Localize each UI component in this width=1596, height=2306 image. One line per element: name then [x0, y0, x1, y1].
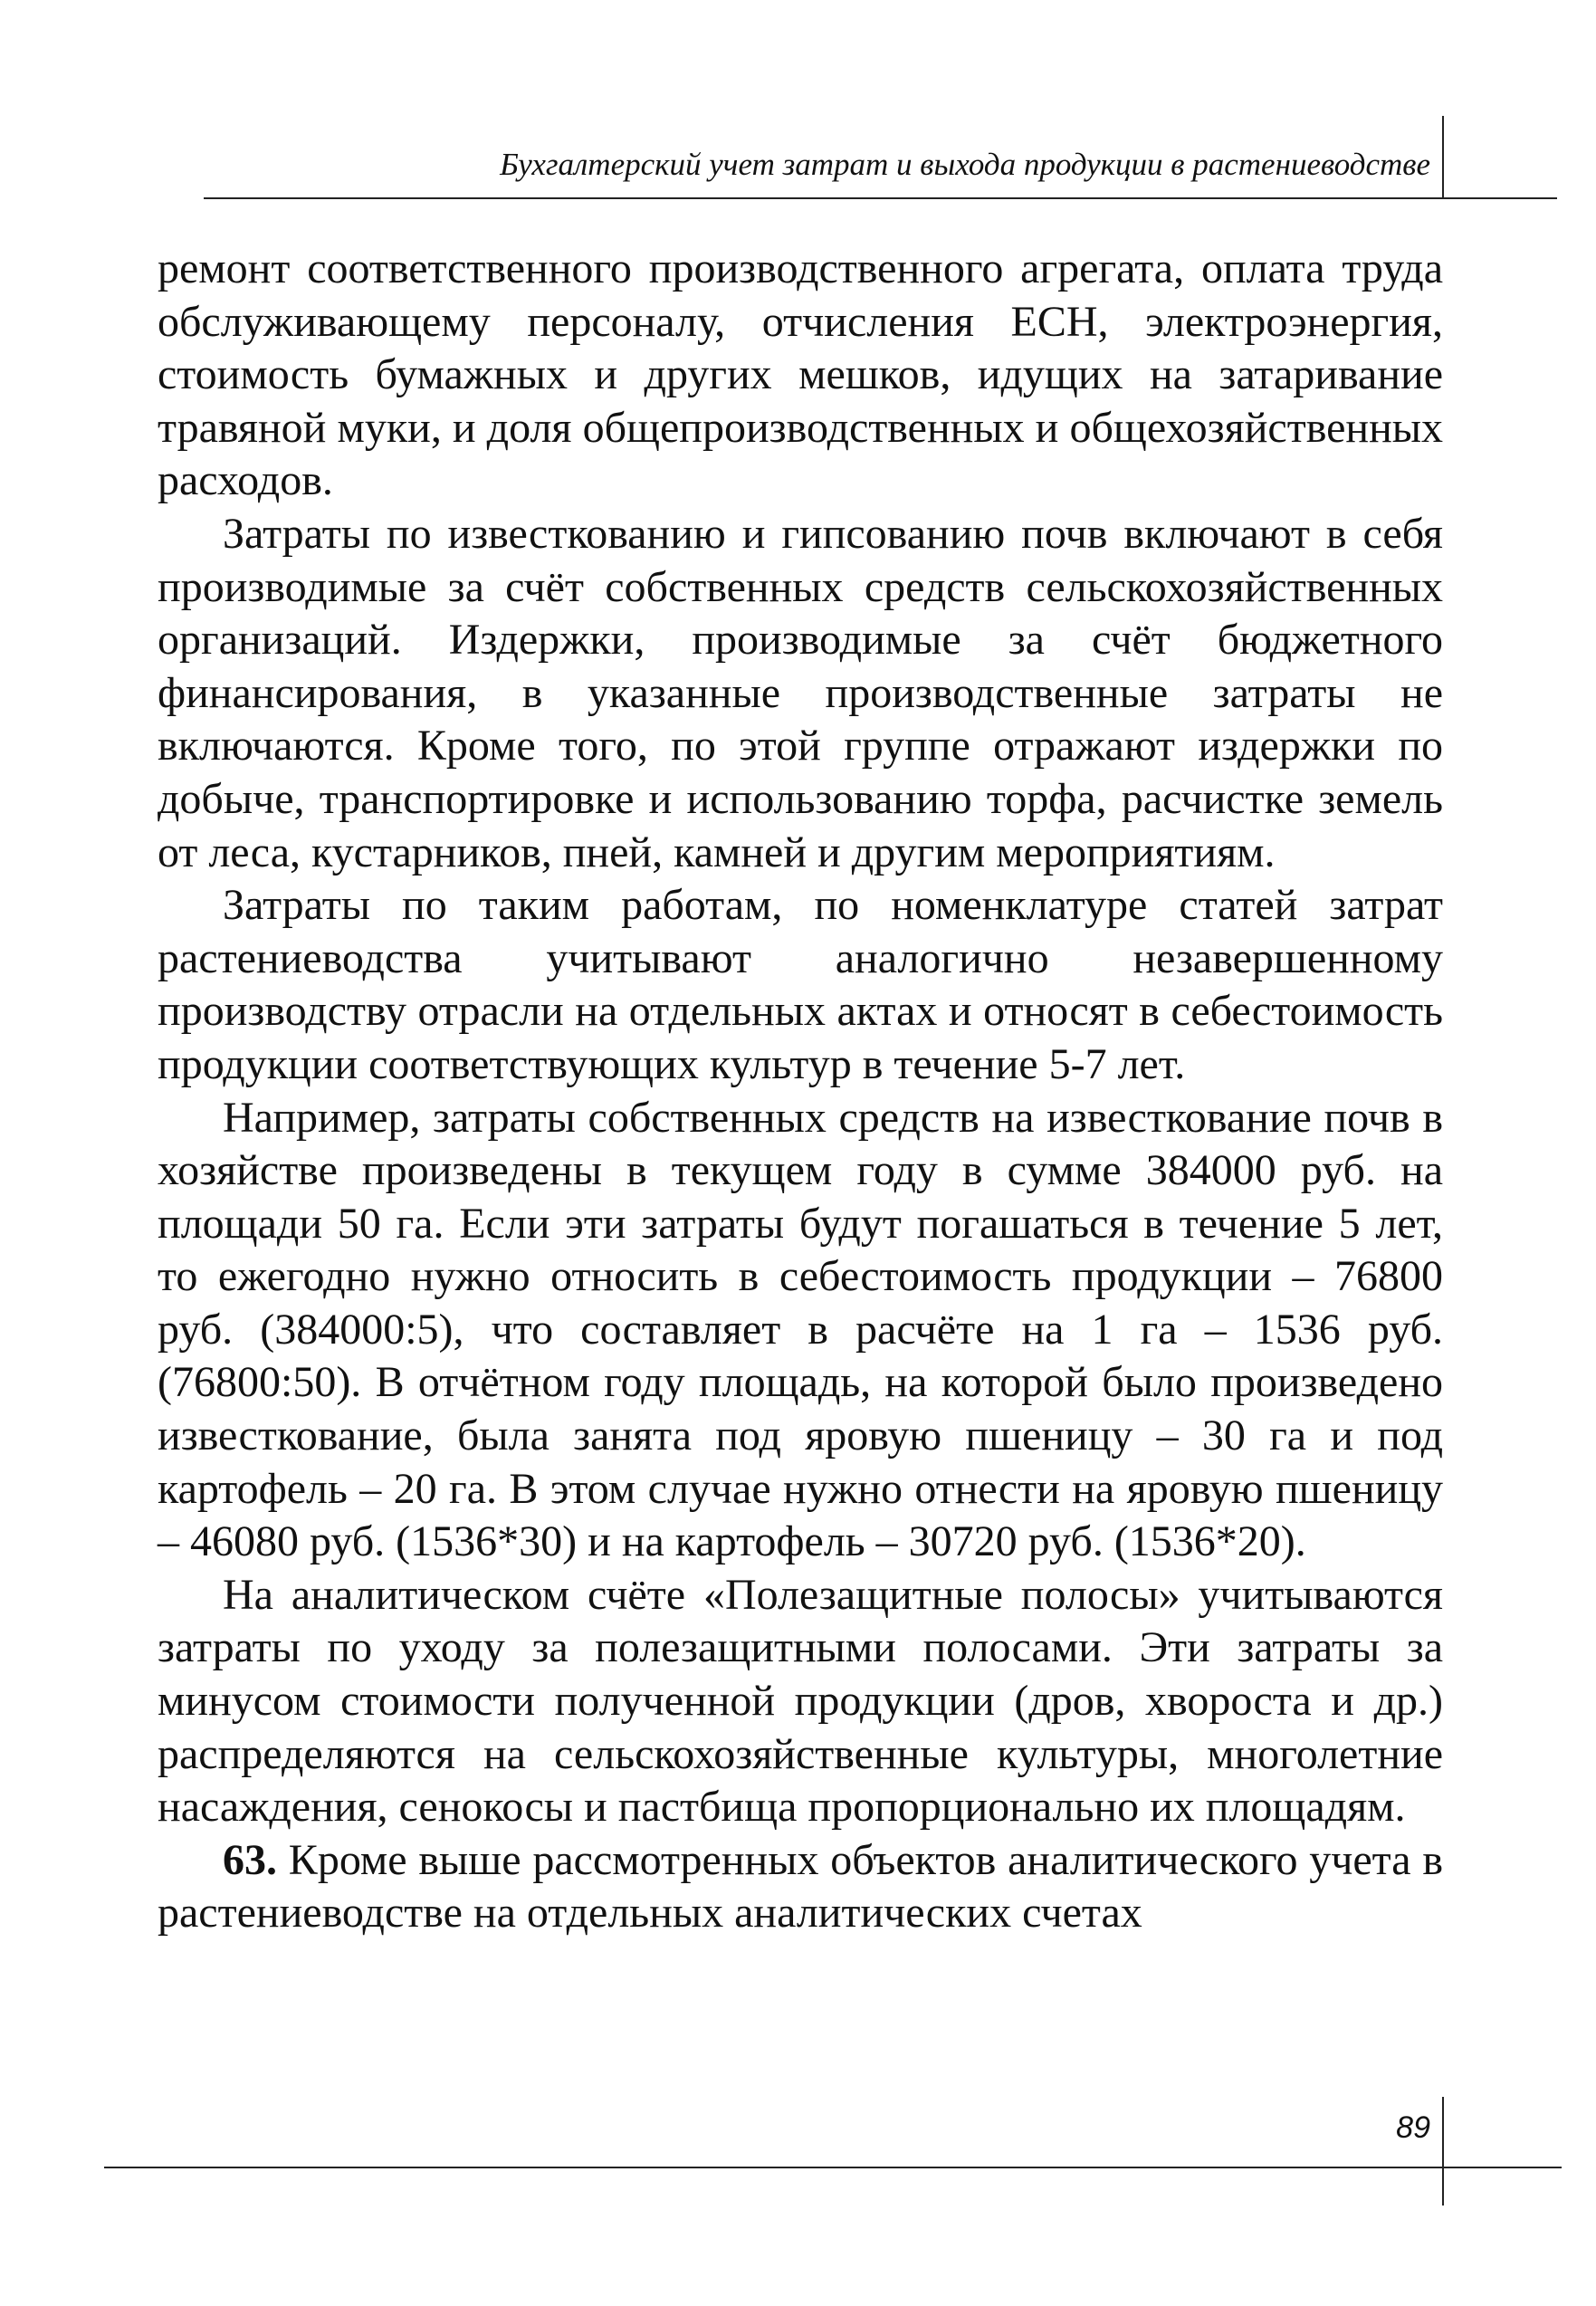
paragraph-63 [158, 1834, 1443, 1940]
header-vertical-rule [1442, 116, 1444, 199]
footer-rule [104, 2167, 1562, 2168]
paragraph-continuation: ремонт соответственного производственного агрегата, оплата труда обслуживающему персоналу, отчисления ЕСН, электроэнергия, стоимость бумажных и других мешков, идущих на затаривание травяной муки, и доля общепроизводственных и общехозяйственных расходов. [158, 244, 1443, 505]
paragraph-63-text: Кроме выше рассмотренных объектов аналитического учета в растениеводстве на отдельных аналитических счетах [158, 1835, 1444, 1938]
paragraph-liming: Затраты по известкованию и гипсованию почв включают в себя производимые за счёт собственных средств сельскохозяйственных организаций. Издержки, производимые за счёт бюджетного финансирования, в указанные производственные затраты не включаются. Кроме того, по этой группе отражают издержки по добыче, транспортировке и использованию торфа, расчистке земель от леса, кустарников, пней, камней и другим мероприятиям. [158, 509, 1443, 876]
page-number: 89 [1396, 2110, 1430, 2145]
paragraph-shelterbelts: На аналитическом счёте «Полезащитные полосы» учитываются затраты по уходу за полезащитными полосами. Эти затраты за минусом стоимости полученной продукции (дров, хвороста и др.) распределяются на сельскохозяйственные культуры, многолетние насаждения, сенокосы и пастбища пропорционально их площадям. [158, 1570, 1443, 1832]
section-number: 63. [223, 1835, 277, 1884]
footer-vertical-rule [1442, 2097, 1444, 2206]
paragraph-example: Например, затраты собственных средств на известкование почв в хозяйстве произведены в текущем году в сумме 384000 руб. на площади 50 га. Если эти затраты будут погашаться в течение 5 лет, то ежегодно нужно относить в себестоимость продукции – 76800 руб. (384000:5), что составляет в расчёте на 1 га – 1536 руб. (76800:50). В отчётном году площадь, на которой было произведено известкование, была занята под яровую пшеницу – 30 га и под картофель – 20 га. В этом случае нужно отнести на яровую пшеницу – 46080 руб. (1536*30) и на картофель – 30720 руб. (1536*20). [158, 1093, 1443, 1566]
header-rule [204, 197, 1557, 199]
paragraph-works: Затраты по таким работам, по номенклатуре статей затрат растениеводства учитывают аналогично незавершенному производству отрасли на отдельных актах и относят в себестоимость продукции соответствующих культур в течение 5-7 лет. [158, 881, 1443, 1088]
page-body [158, 243, 1443, 1940]
running-header: Бухгалтерский учет затрат и выхода продукции в растениеводстве [500, 147, 1430, 182]
